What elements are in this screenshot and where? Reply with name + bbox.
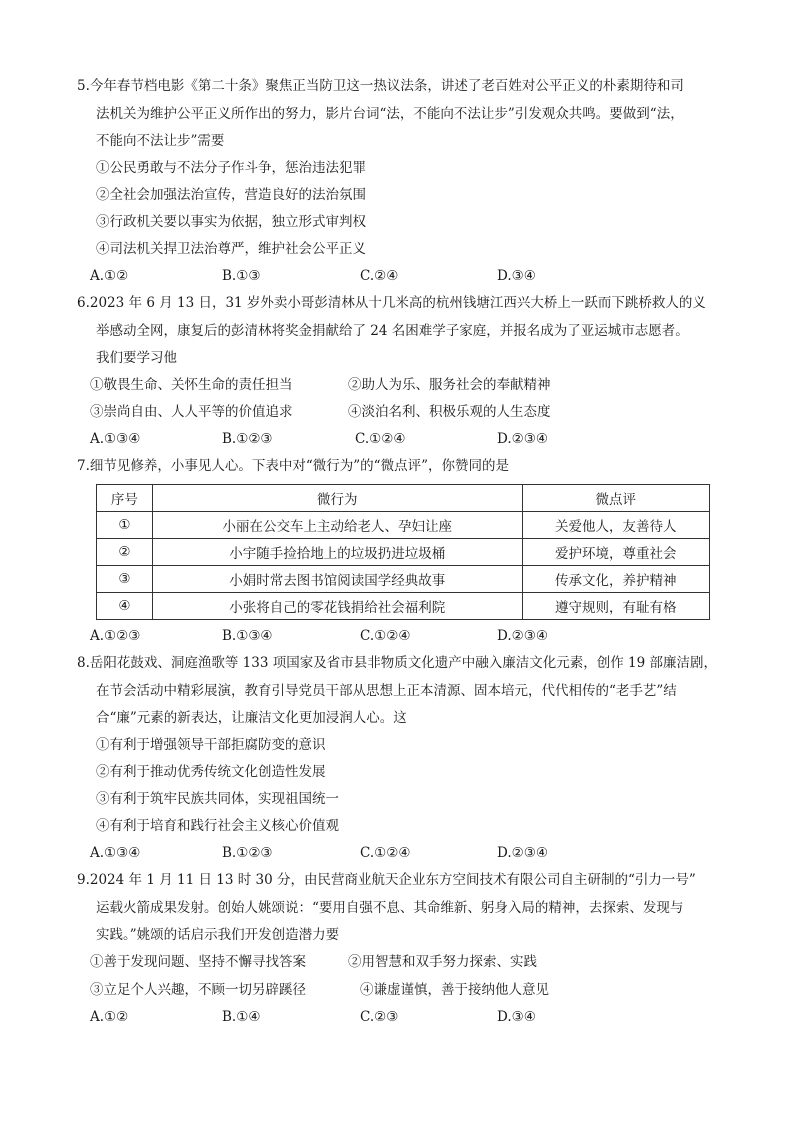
table-cell-behavior: 小宇随手捡拾地上的垃圾扔进垃圾桶 [152,539,522,566]
q9-item-3: ③立足个人兴趣，不顾一切另辟蹊径 [90,982,306,998]
q5-item-4: ④司法机关捍卫法治尊严，维护社会公平正义 [96,241,366,257]
q9-item-2: ②用智慧和双手努力探索、实践 [348,954,537,970]
table-row [97,539,710,566]
q7-option-b: B.①③④ [222,628,273,644]
q9-option-d: D.③④ [497,1009,536,1025]
q6-stem-line-2: 举感动全网，康复后的彭清林将奖金捐献给了 24 名困难学子家庭，并报名成为了亚运城市志愿者。 [96,323,689,339]
q8-stem-line-3: 合“廉”元素的新表达，让廉洁文化更加浸润人心。这 [96,710,407,726]
q5-option-a: A.①② [90,268,129,284]
q5-item-1: ①公民勇敢与不法分子作斗争，惩治违法犯罪 [96,160,366,176]
q5-item-2: ②全社会加强法治宣传，营造良好的法治氛围 [96,187,366,203]
q5-item-3: ③行政机关要以事实为依据，独立形式审判权 [96,214,366,230]
q8-option-c: C.①②④ [360,845,411,861]
table-header-index: 序号 [97,485,153,512]
table-cell-comment: 爱护环境，尊重社会 [522,539,709,566]
q8-item-1: ①有利于增强领导干部拒腐防变的意识 [96,737,326,753]
q6-item-3: ③崇尚自由、人人平等的价值追求 [90,404,293,420]
q7-option-a: A.①②③ [90,628,141,644]
q9-option-a: A.①② [90,1009,129,1025]
q5-option-b: B.①③ [222,268,261,284]
table-header-behavior: 微行为 [152,485,522,512]
q6-item-4: ④淡泊名利、积极乐观的人生态度 [348,404,551,420]
q9-stem-line-2: 运载火箭成果发射。创始人姚颂说：“要用自强不息、其命维新、躬身入局的精神，去探索、发现与 [96,900,684,916]
q9-option-c: C.②③ [360,1009,399,1025]
q7-option-c: C.①②④ [360,628,411,644]
q6-option-c: C.①②④ [355,431,406,447]
q6-stem-line-1: 6.2023 年 6 月 13 日，31 岁外卖小哥彭清林从十几米高的杭州钱塘江西兴大桥上一跃而下跳桥救人的义 [77,295,706,311]
q8-stem-line-2: 在节会活动中精彩展演，教育引导党员干部从思想上正本清源、固本培元，代代相传的“老手艺”结 [96,683,677,699]
q8-option-a: A.①③④ [90,845,141,861]
q6-option-b: B.①②③ [222,431,273,447]
q8-item-3: ③有利于筑牢民族共同体，实现祖国统一 [96,791,339,807]
table-row [97,566,710,593]
q7-stem-line-1: 7.细节见修养，小事见人心。下表中对“微行为”的“微点评”，你赞同的是 [77,458,509,474]
table-cell-index: ④ [97,593,153,620]
table-header-comment: 微点评 [522,485,709,512]
q6-item-2: ②助人为乐、服务社会的奉献精神 [348,377,551,393]
q8-option-d: D.②③④ [497,845,548,861]
q8-option-b: B.①②③ [222,845,273,861]
table-cell-comment: 遵守规则，有耻有格 [522,593,709,620]
q6-stem-line-3: 我们要学习他 [96,350,177,366]
q5-option-d: D.③④ [497,268,536,284]
table-cell-index: ③ [97,566,153,593]
q6-option-a: A.①③④ [90,431,141,447]
table-cell-behavior: 小丽在公交车上主动给老人、孕妇让座 [152,512,522,539]
table-header-row [97,485,710,512]
q9-item-4: ④谦虚谨慎，善于接纳他人意见 [360,982,549,998]
q5-stem-line-1: 5.今年春节档电影《第二十条》聚焦正当防卫这一热议法条，讲述了老百姓对公平正义的朴素期待和司 [77,78,684,94]
q9-option-b: B.①④ [222,1009,261,1025]
table-cell-behavior: 小娟时常去图书馆阅读国学经典故事 [152,566,522,593]
q8-item-4: ④有利于培育和践行社会主义核心价值观 [96,818,339,834]
table-row [97,593,710,620]
table-cell-index: ② [97,539,153,566]
q7-table [96,484,710,620]
q9-stem-line-1: 9.2024 年 1 月 11 日 13 时 30 分，由民营商业航天企业东方空间技术有限公司自主研制的“引力一号” [77,872,696,888]
table-row [97,512,710,539]
table-cell-comment: 关爱他人，友善待人 [522,512,709,539]
q5-stem-line-2: 法机关为维护公平正义所作出的努力，影片台词“法，不能向不法让步”引发观众共鸣。要做到“法， [96,106,684,122]
q6-item-1: ①敬畏生命、关怀生命的责任担当 [90,377,293,393]
q8-item-2: ②有利于推动优秀传统文化创造性发展 [96,764,326,780]
q7-option-d: D.②③④ [497,628,548,644]
table-cell-comment: 传承文化，养护精神 [522,566,709,593]
q9-item-1: ①善于发现问题、坚持不懈寻找答案 [90,954,306,970]
table-cell-index: ① [97,512,153,539]
q9-stem-line-3: 实践。”姚颂的话启示我们开发创造潜力要 [96,927,340,943]
q6-option-d: D.②③④ [497,431,548,447]
q5-stem-line-3: 不能向不法让步”需要 [96,133,225,149]
table-cell-behavior: 小张将自己的零花钱捐给社会福利院 [152,593,522,620]
q5-option-c: C.②④ [360,268,399,284]
q8-stem-line-1: 8.岳阳花鼓戏、洞庭渔歌等 133 项国家及省市县非物质文化遗产中融入廉洁文化元素，创作 19 部廉洁剧， [77,655,717,671]
